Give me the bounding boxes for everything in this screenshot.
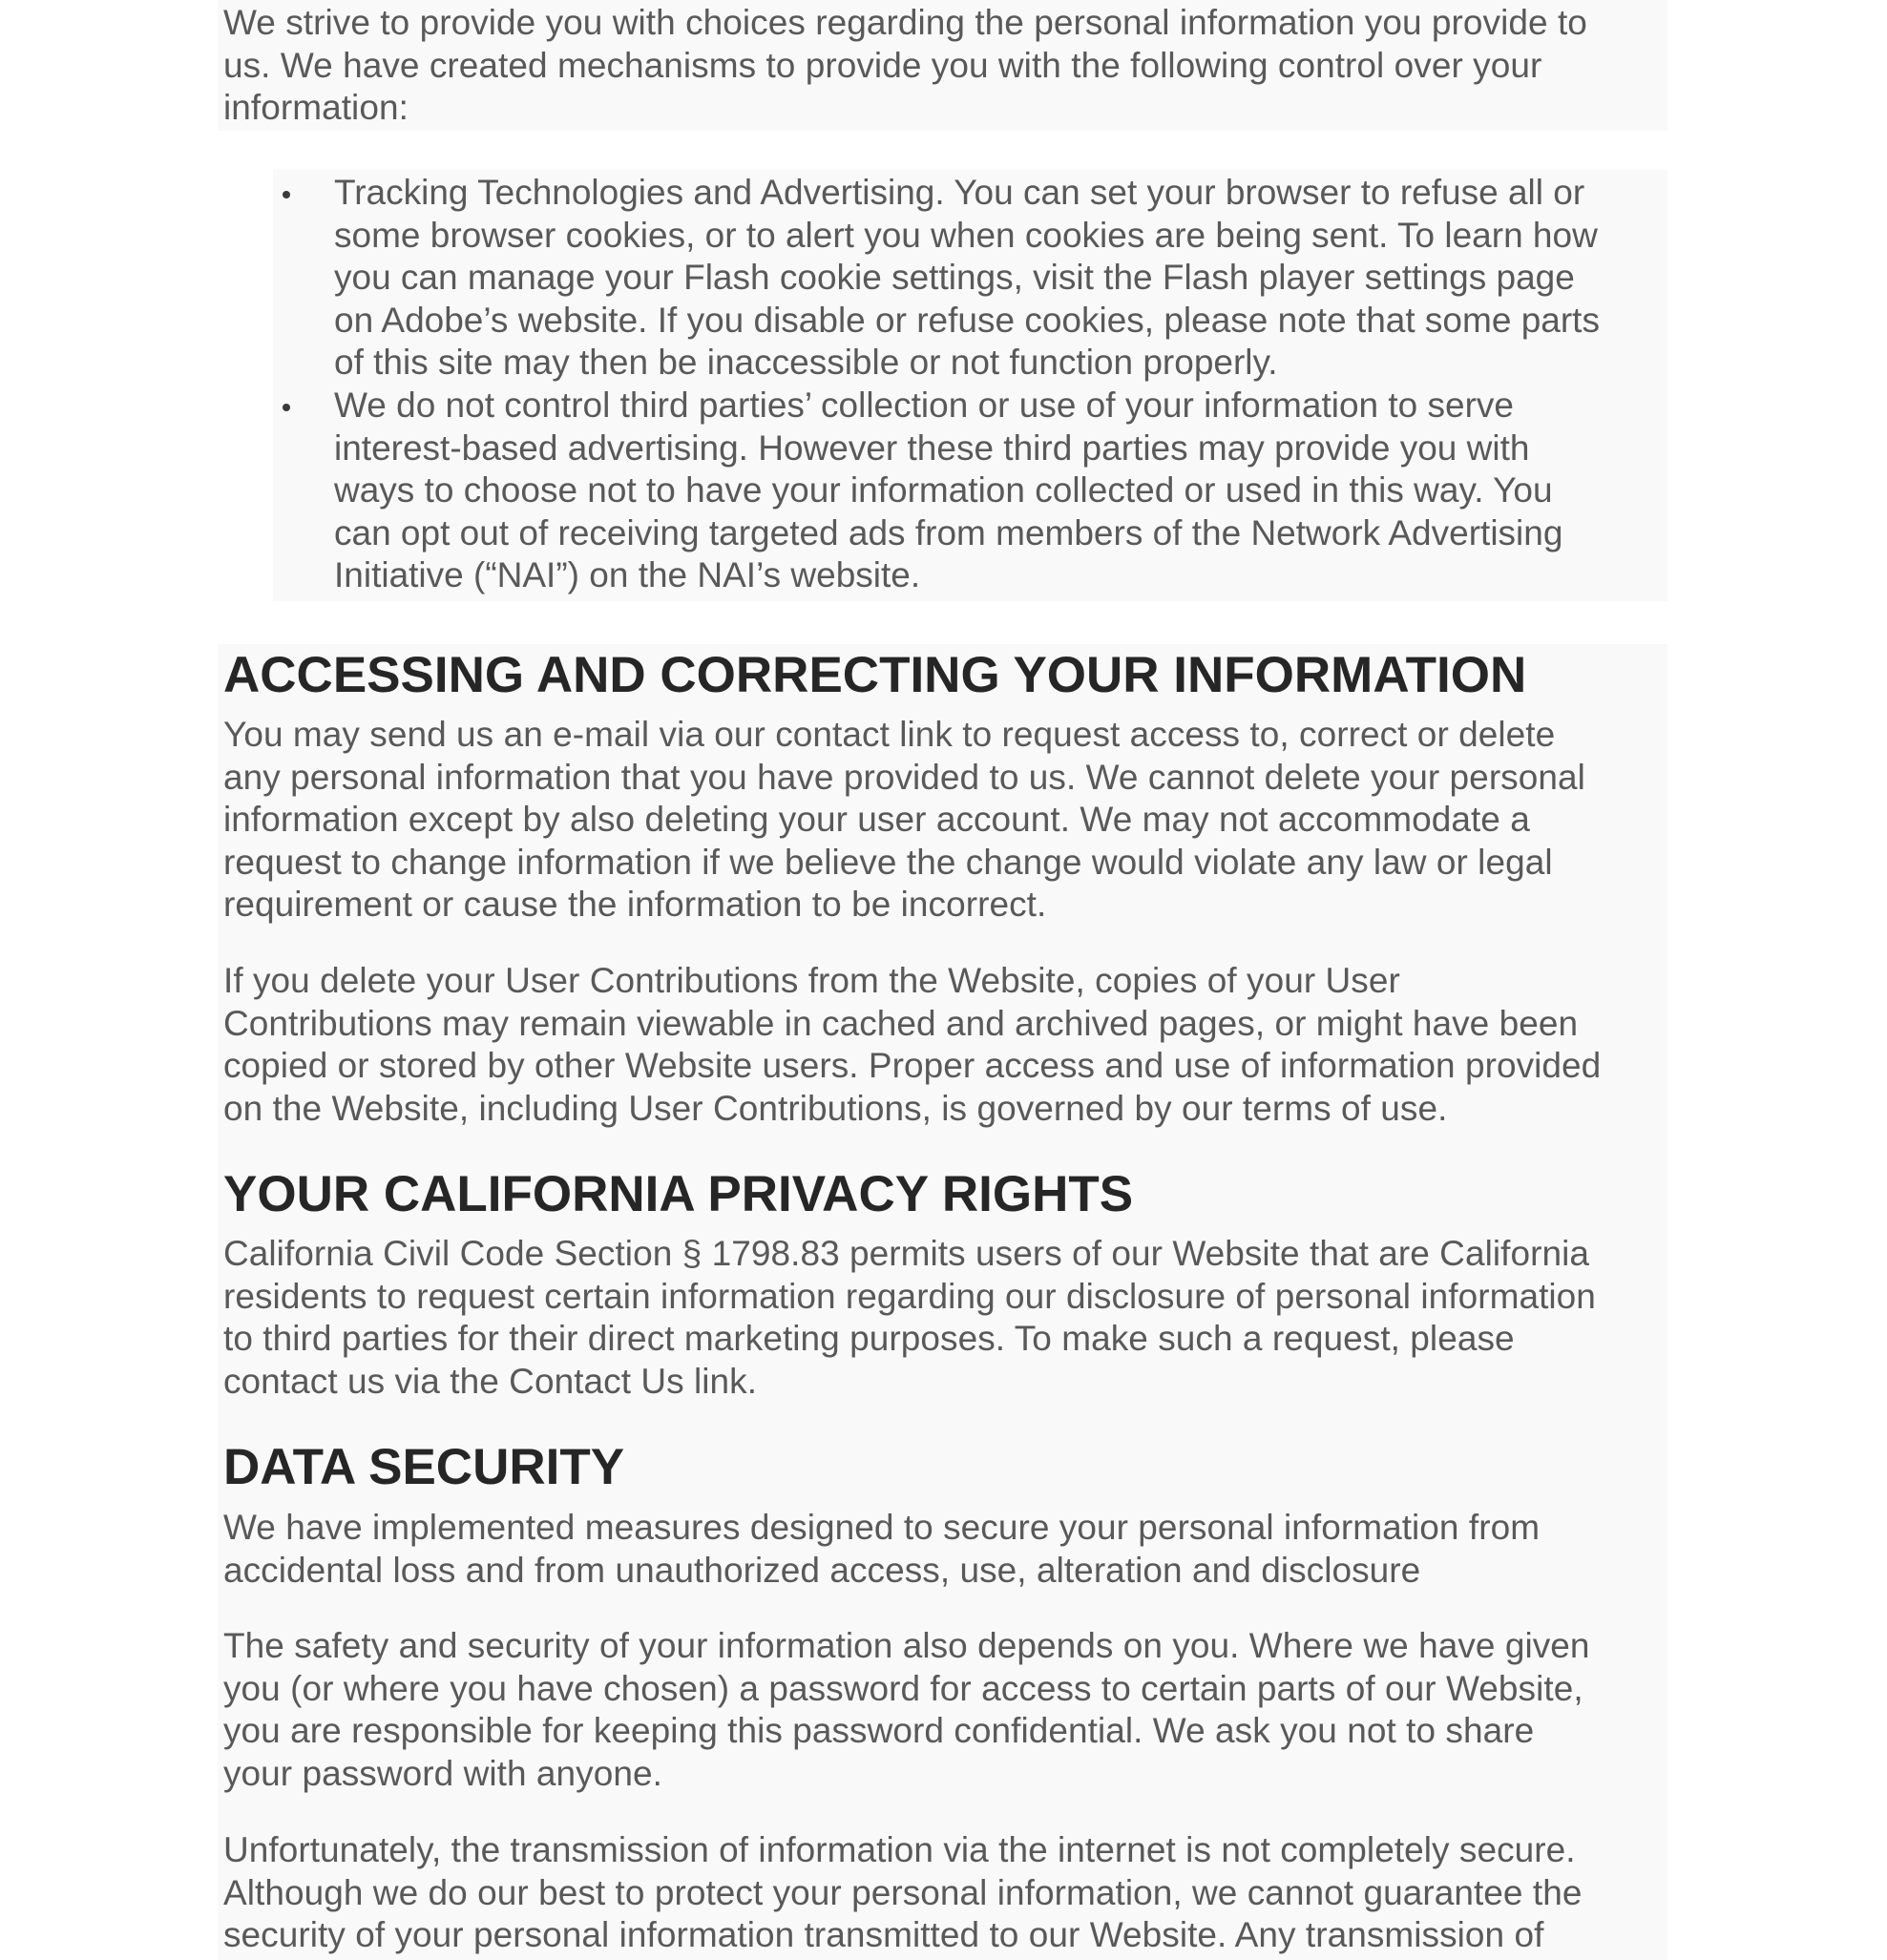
text-line: of this site may then be inaccessible or not function properly. — [334, 343, 1278, 383]
text-line: If you delete your User Contributions from the Website, copies of your User — [223, 961, 1400, 1000]
text-line: contact us via the Contact Us link. — [223, 1361, 758, 1401]
bullet-icon — [283, 404, 290, 411]
text-line: The safety and security of your information also depends on you. Where we have given — [223, 1626, 1590, 1665]
text-line: your password with anyone. — [223, 1753, 662, 1793]
text-line: can opt out of receiving targeted ads from members of the Network Advertising — [334, 512, 1563, 553]
section-heading-data-security: DATA SECURITY — [223, 1439, 625, 1495]
text-line: Contributions may remain viewable in cached and archived pages, or might have been — [223, 1003, 1579, 1043]
text-line: request to change information if we believe the change would violate any law or legal — [223, 842, 1553, 882]
text-line: Unfortunately, the transmission of information via the internet is not completely secure. — [223, 1830, 1576, 1869]
text-line: interest-based advertising. However these third parties may provide you with — [334, 427, 1530, 468]
choices-bullet-list — [273, 170, 1667, 601]
paragraph — [223, 1829, 1582, 1957]
text-line: to third parties for their direct marketing purposes. To make such a request, please — [223, 1319, 1515, 1359]
main-content — [218, 644, 1667, 1960]
text-line: You may send us an e-mail via our contact link to request access to, correct or delete — [223, 715, 1556, 754]
text-line: you are responsible for keeping this password confidential. We ask you not to share — [223, 1711, 1535, 1751]
paragraph — [223, 960, 1601, 1130]
text-line: you can manage your Flash cookie settings, visit the Flash player settings page — [334, 258, 1575, 298]
text-line: California Civil Code Section § 1798.83 permits users of our Website that are California — [223, 1234, 1589, 1273]
text-line: information except by also deleting your user account. We may not accommodate a — [223, 800, 1530, 840]
intro-section — [218, 0, 1667, 131]
text-line: We have implemented measures designed to secure your personal information from — [223, 1508, 1541, 1547]
text-line: any personal information that you have provided to us. We cannot delete your personal — [223, 757, 1585, 797]
text-line: residents to request certain information regarding our disclosure of personal information — [223, 1276, 1596, 1316]
text-line: ways to choose not to have your information collected or used in this way. You — [334, 470, 1553, 511]
text-line: us. We have created mechanisms to provide you with the following control over your — [223, 45, 1542, 85]
text-line: Although we do our best to protect your personal information, we cannot guarantee the — [223, 1872, 1583, 1912]
text-line: information: — [223, 88, 409, 128]
list-item-text — [334, 172, 1600, 385]
text-line: copied or stored by other Website users. Proper access and use of information provided — [223, 1046, 1602, 1086]
list-item-text — [334, 385, 1562, 597]
paragraph — [223, 1625, 1590, 1795]
section-heading-accessing: ACCESSING AND CORRECTING YOUR INFORMATION — [223, 647, 1527, 703]
paragraph — [223, 1507, 1540, 1592]
text-line: accidental loss and from unauthorized access, use, alteration and disclosure — [223, 1550, 1421, 1590]
text-line: We do not control third parties’ collection or use of your information to serve — [334, 386, 1514, 425]
text-line: on Adobe’s website. If you disable or refuse cookies, please note that some parts — [334, 300, 1600, 340]
text-line: you (or where you have chosen) a password for access to certain parts of our Website, — [223, 1668, 1583, 1708]
text-line: Initiative (“NAI”) on the NAI’s website. — [334, 555, 921, 595]
text-line: We strive to provide you with choices regarding the personal information you provide to — [223, 3, 1587, 42]
intro-paragraph — [223, 2, 1587, 130]
paragraph — [223, 1233, 1596, 1403]
paragraph — [223, 714, 1585, 927]
section-heading-california: YOUR CALIFORNIA PRIVACY RIGHTS — [223, 1166, 1134, 1222]
bullet-icon — [283, 191, 290, 198]
text-line: requirement or cause the information to be incorrect. — [223, 885, 1047, 925]
text-line: Tracking Technologies and Advertising. You can set your browser to refuse all or — [334, 173, 1585, 212]
text-line: on the Website, including User Contributions, is governed by our terms of use. — [223, 1088, 1448, 1128]
text-line: security of your personal information transmitted to our Website. Any transmission of — [223, 1915, 1544, 1955]
text-line: some browser cookies, or to alert you when cookies are being sent. To learn how — [334, 215, 1598, 255]
